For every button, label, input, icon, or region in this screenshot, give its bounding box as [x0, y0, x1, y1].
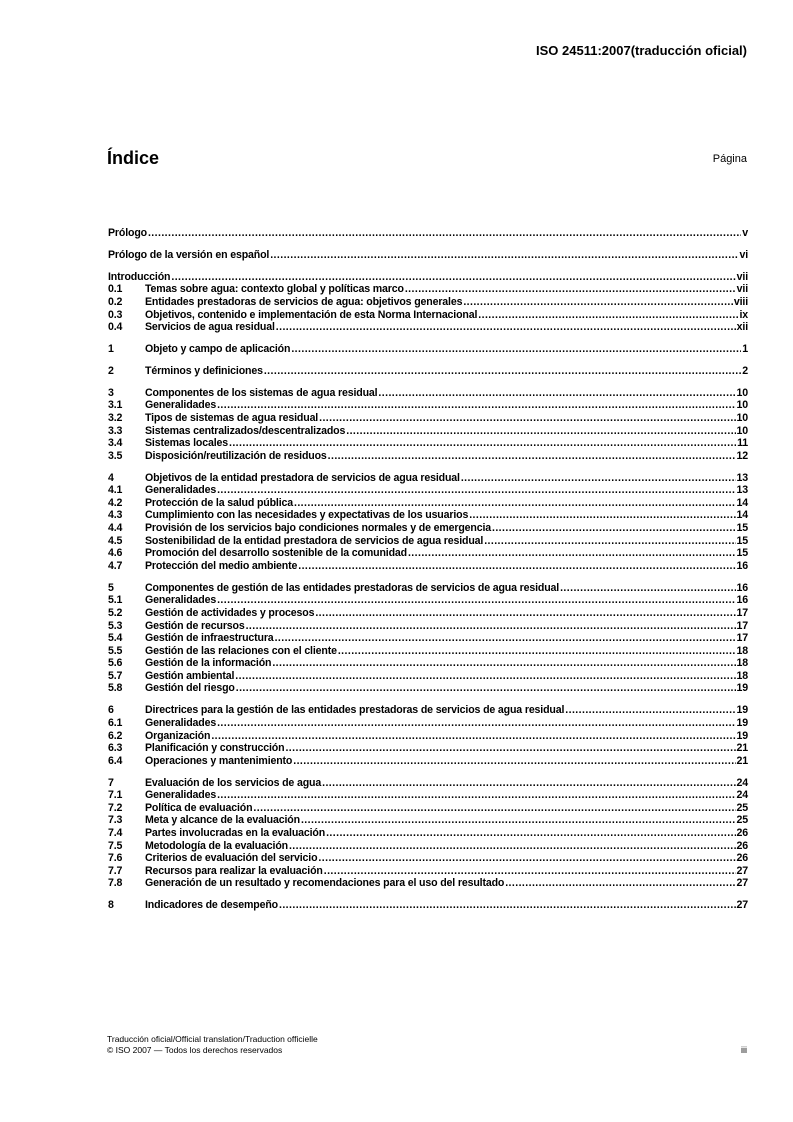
toc-entry[interactable] [108, 343, 748, 356]
toc-entry-page: 16 [736, 594, 748, 607]
toc-entry-page: 18 [736, 669, 748, 682]
toc-entry[interactable] [108, 814, 748, 827]
toc-entry-title: Temas sobre agua: contexto global y políticas marco [145, 283, 404, 296]
toc-entry[interactable] [108, 309, 748, 322]
toc-entry-title: Operaciones y mantenimiento [145, 754, 293, 767]
toc-entry[interactable] [108, 425, 748, 438]
dot-leader [275, 632, 736, 645]
toc-entry-title: Criterios de evaluación del servicio [145, 852, 318, 865]
toc-entry-number: 0.1 [108, 283, 123, 296]
toc-entry-page: xii [736, 321, 748, 334]
toc-entry-number: 3.5 [108, 449, 123, 462]
toc-entry-number: 5.6 [108, 657, 123, 670]
toc-group [108, 899, 748, 912]
footer-translation-note: Traducción oficial/Official translation/Traduction officielle [107, 1034, 318, 1044]
dot-leader [217, 717, 735, 730]
toc-entry-title: Cumplimiento con las necesidades y expectativas de los usuarios [145, 509, 469, 522]
dot-leader [148, 227, 741, 240]
toc-entry[interactable] [108, 271, 748, 284]
toc-entry-page: 10 [736, 412, 748, 425]
toc-entry-title: Generalidades [145, 789, 217, 802]
toc-entry-page: viii [733, 295, 748, 308]
toc-entry-page: 27 [736, 864, 748, 877]
dot-leader [301, 814, 736, 827]
toc-entry-number: 5.7 [108, 669, 123, 682]
toc-entry-page: 24 [736, 776, 748, 789]
toc-entry-page: 26 [736, 839, 748, 852]
toc-entry-title: Gestión de las relaciones con el cliente [145, 644, 337, 657]
dot-leader [461, 472, 736, 485]
toc-entry-title: Gestión de la información [145, 657, 272, 670]
table-of-contents [108, 227, 748, 921]
toc-group [108, 249, 748, 262]
toc-entry-page: vii [736, 283, 748, 296]
toc-entry-number: 6.3 [108, 742, 123, 755]
toc-group [108, 271, 748, 334]
toc-group [108, 777, 748, 890]
toc-group [108, 704, 748, 767]
toc-entry-page: 19 [736, 716, 748, 729]
toc-entry-title: Objetivos, contenido e implementación de esta Norma Internacional [145, 308, 478, 321]
toc-entry-number: 7.8 [108, 877, 123, 890]
toc-entry[interactable] [108, 645, 748, 658]
toc-entry-title: Protección del medio ambiente [145, 559, 298, 572]
dot-leader [378, 387, 735, 400]
dot-leader [272, 657, 735, 670]
dot-leader [408, 547, 736, 560]
page-number: iii [741, 1045, 747, 1055]
toc-entry-number: 7.6 [108, 852, 123, 865]
toc-entry-title: Disposición/reutilización de residuos [145, 449, 327, 462]
toc-entry-page: 13 [736, 471, 748, 484]
toc-entry[interactable] [108, 387, 748, 400]
toc-entry-number: 7.1 [108, 789, 123, 802]
dot-leader [246, 620, 736, 633]
toc-entry-page: 26 [736, 827, 748, 840]
toc-entry-number: 4.7 [108, 559, 123, 572]
toc-entry-title: Recursos para realizar la evaluación [145, 864, 323, 877]
toc-entry[interactable] [108, 899, 748, 912]
toc-entry-number: 3 [108, 386, 114, 399]
toc-entry-page: 18 [736, 644, 748, 657]
toc-entry-number: 4.1 [108, 484, 123, 497]
toc-entry-page: 10 [736, 399, 748, 412]
dot-leader [469, 509, 735, 522]
toc-entry-number: 4.2 [108, 496, 123, 509]
dot-leader [235, 670, 735, 683]
toc-entry-page: 26 [736, 852, 748, 865]
toc-entry-title: Generalidades [145, 399, 217, 412]
toc-entry-title: Sistemas locales [145, 437, 228, 450]
toc-entry[interactable] [108, 227, 748, 240]
dot-leader [294, 497, 736, 510]
dot-leader [217, 594, 735, 607]
toc-entry[interactable] [108, 802, 748, 815]
dot-leader [276, 321, 736, 334]
toc-entry-page: 16 [736, 559, 748, 572]
toc-entry-number: 0.2 [108, 295, 123, 308]
dot-leader [338, 645, 736, 658]
dot-leader [318, 852, 735, 865]
toc-entry-page: 25 [736, 801, 748, 814]
toc-entry[interactable] [108, 365, 748, 378]
toc-entry-title: Gestión de actividades y procesos [145, 606, 315, 619]
dot-leader [264, 365, 741, 378]
toc-entry-number: 7.2 [108, 801, 123, 814]
toc-entry-page: 17 [736, 632, 748, 645]
toc-group [108, 365, 748, 378]
toc-entry-page: 21 [736, 742, 748, 755]
toc-group [108, 472, 748, 573]
toc-entry-page: 14 [736, 496, 748, 509]
toc-entry-title: Prólogo [108, 227, 147, 239]
toc-entry-title: Indicadores de desempeño [145, 899, 278, 912]
page-column-label: Página [712, 153, 747, 165]
toc-entry-number: 3.1 [108, 399, 123, 412]
toc-entry-number: 4.6 [108, 547, 123, 560]
toc-entry-number: 7.4 [108, 827, 123, 840]
dot-leader [560, 582, 735, 595]
toc-entry-title: Sistemas centralizados/descentralizados [145, 424, 346, 437]
toc-entry-number: 5.8 [108, 682, 123, 695]
toc-entry-page: 10 [736, 386, 748, 399]
dot-leader [328, 450, 736, 463]
toc-entry-number: 5.3 [108, 619, 123, 632]
toc-entry-page: 13 [736, 484, 748, 497]
toc-entry-number: 7.5 [108, 839, 123, 852]
toc-entry-page: 16 [736, 581, 748, 594]
toc-entry-title: Componentes de los sistemas de agua residual [145, 386, 378, 399]
toc-entry[interactable] [108, 450, 748, 463]
toc-entry[interactable] [108, 852, 748, 865]
toc-entry[interactable] [108, 484, 748, 497]
dot-leader [484, 535, 735, 548]
toc-entry-page: 2 [742, 364, 748, 377]
toc-entry-number: 3.4 [108, 437, 123, 450]
dot-leader [346, 425, 735, 438]
toc-entry-page: 18 [736, 657, 748, 670]
toc-entry-title: Objetivos de la entidad prestadora de servicios de agua residual [145, 471, 460, 484]
toc-entry-page: 1 [742, 343, 748, 356]
dot-leader [291, 343, 741, 356]
toc-entry-number: 5.1 [108, 594, 123, 607]
toc-entry-page: 27 [736, 877, 748, 890]
toc-entry[interactable] [108, 632, 748, 645]
toc-entry-title: Política de evaluación [145, 801, 253, 814]
toc-entry-number: 5.5 [108, 644, 123, 657]
toc-entry-title: Gestión de infraestructura [145, 632, 274, 645]
toc-entry-title: Generalidades [145, 484, 217, 497]
dot-leader [405, 283, 736, 296]
toc-entry-title: Metodología de la evaluación [145, 839, 288, 852]
toc-entry-page: 25 [736, 814, 748, 827]
toc-entry-number: 6.2 [108, 729, 123, 742]
toc-entry[interactable] [108, 827, 748, 840]
document-header: ISO 24511:2007(traducción oficial) [536, 43, 747, 58]
toc-entry[interactable] [108, 321, 748, 334]
dot-leader [229, 437, 736, 450]
toc-entry-title: Meta y alcance de la evaluación [145, 814, 300, 827]
toc-entry[interactable] [108, 865, 748, 878]
toc-entry-number: 8 [108, 899, 114, 912]
dot-leader [217, 399, 735, 412]
toc-entry-title: Organización [145, 729, 211, 742]
toc-entry[interactable] [108, 717, 748, 730]
toc-entry-title: Provisión de los servicios bajo condiciones normales y de emergencia [145, 522, 491, 535]
toc-entry-title: Generación de un resultado y recomendaciones para el uso del resultado [145, 877, 505, 890]
toc-entry-page: 10 [736, 424, 748, 437]
toc-entry-title: Evaluación de los servicios de agua [145, 776, 322, 789]
dot-leader [315, 607, 735, 620]
toc-entry-number: 1 [108, 343, 114, 356]
dot-leader [463, 296, 733, 309]
toc-entry[interactable] [108, 412, 748, 425]
dot-leader [211, 730, 735, 743]
dot-leader [217, 789, 735, 802]
dot-leader [279, 899, 736, 912]
toc-entry-page: v [742, 227, 748, 239]
toc-entry-number: 7 [108, 776, 114, 789]
toc-entry-title: Generalidades [145, 594, 217, 607]
toc-entry[interactable] [108, 594, 748, 607]
toc-entry-title: Componentes de gestión de las entidades prestadoras de servicios de agua residual [145, 581, 560, 594]
toc-entry-title: Promoción del desarrollo sostenible de la comunidad [145, 547, 407, 560]
toc-entry-title: Sostenibilidad de la entidad prestadora de servicios de agua residual [145, 534, 484, 547]
toc-entry[interactable] [108, 582, 748, 595]
dot-leader [270, 249, 738, 262]
footer [107, 1034, 318, 1056]
toc-entry-page: vii [736, 270, 748, 283]
dot-leader [322, 777, 735, 790]
toc-entry-number: 3.2 [108, 412, 123, 425]
toc-entry-number: 4.4 [108, 522, 123, 535]
toc-entry-page: vi [739, 248, 748, 261]
toc-entry-number: 7.3 [108, 814, 123, 827]
toc-group [108, 582, 748, 695]
toc-entry[interactable] [108, 742, 748, 755]
page-title: Índice [107, 148, 160, 168]
toc-entry-title: Tipos de sistemas de agua residual [145, 412, 319, 425]
toc-entry-page: 15 [736, 547, 748, 560]
toc-entry-number: 4 [108, 471, 114, 484]
toc-entry-title: Gestión del riesgo [145, 682, 235, 695]
toc-entry-number: 6.1 [108, 716, 123, 729]
toc-entry[interactable] [108, 755, 748, 768]
toc-entry[interactable] [108, 249, 748, 262]
dot-leader [171, 271, 735, 284]
toc-entry-title: Objeto y campo de aplicación [145, 343, 291, 356]
toc-entry-title: Servicios de agua residual [145, 321, 275, 334]
toc-entry[interactable] [108, 535, 748, 548]
dot-leader [478, 309, 738, 322]
toc-entry[interactable] [108, 497, 748, 510]
toc-entry-number: 0.4 [108, 321, 123, 334]
toc-entry-page: 11 [737, 437, 748, 450]
toc-entry-title: Gestión ambiental [145, 669, 235, 682]
toc-entry[interactable] [108, 730, 748, 743]
toc-entry-page: 21 [736, 754, 748, 767]
toc-entry-number: 4.3 [108, 509, 123, 522]
toc-entry-title: Protección de la salud pública [145, 496, 293, 509]
toc-entry-page: 14 [736, 509, 748, 522]
toc-entry[interactable] [108, 560, 748, 573]
toc-entry[interactable] [108, 682, 748, 695]
toc-entry[interactable] [108, 704, 748, 717]
toc-entry-page: 17 [736, 606, 748, 619]
toc-entry-title: Planificación y construcción [145, 742, 285, 755]
toc-entry-page: 15 [736, 522, 748, 535]
toc-entry-number: 3.3 [108, 424, 123, 437]
toc-entry-title: Directrices para la gestión de las entidades prestadoras de servicios de agua residual [145, 704, 565, 717]
toc-entry[interactable] [108, 670, 748, 683]
toc-entry[interactable] [108, 509, 748, 522]
toc-entry-number: 2 [108, 364, 114, 377]
toc-entry-number: 7.7 [108, 864, 123, 877]
toc-group [108, 387, 748, 463]
toc-entry[interactable] [108, 547, 748, 560]
toc-entry[interactable] [108, 399, 748, 412]
toc-entry-number: 6.4 [108, 754, 123, 767]
toc-entry-page: 19 [736, 682, 748, 695]
toc-entry-number: 4.5 [108, 534, 123, 547]
dot-leader [293, 755, 735, 768]
dot-leader [492, 522, 736, 535]
footer-copyright: © ISO 2007 — Todos los derechos reservados [107, 1045, 283, 1055]
toc-entry-number: 6 [108, 704, 114, 717]
toc-entry[interactable] [108, 296, 748, 309]
toc-entry[interactable] [108, 840, 748, 853]
dot-leader [253, 802, 735, 815]
toc-entry-title: Generalidades [145, 716, 217, 729]
dot-leader [505, 877, 735, 890]
toc-entry[interactable] [108, 777, 748, 790]
toc-entry-title: Términos y definiciones [145, 364, 263, 377]
toc-entry-title: Introducción [108, 270, 171, 283]
toc-entry-title: Prólogo de la versión en español [108, 248, 270, 261]
toc-entry-page: 17 [736, 619, 748, 632]
toc-entry-number: 0.3 [108, 308, 123, 321]
toc-entry[interactable] [108, 657, 748, 670]
dot-leader [565, 704, 735, 717]
toc-entry[interactable] [108, 437, 748, 450]
toc-entry-page: 24 [736, 789, 748, 802]
toc-entry-number: 5.2 [108, 606, 123, 619]
toc-entry[interactable] [108, 620, 748, 633]
toc-entry-page: 15 [736, 534, 748, 547]
toc-entry-page: ix [739, 308, 748, 321]
toc-entry[interactable] [108, 522, 748, 535]
dot-leader [285, 742, 735, 755]
dot-leader [298, 560, 735, 573]
toc-entry-title: Partes involucradas en la evaluación [145, 827, 326, 840]
toc-entry[interactable] [108, 877, 748, 890]
dot-leader [217, 484, 735, 497]
dot-leader [324, 865, 736, 878]
toc-entry-page: 12 [736, 449, 748, 462]
toc-entry-title: Gestión de recursos [145, 619, 245, 632]
toc-entry[interactable] [108, 283, 748, 296]
toc-entry-page: 19 [736, 704, 748, 717]
toc-entry[interactable] [108, 789, 748, 802]
toc-entry-number: 5.4 [108, 632, 123, 645]
toc-entry-number: 5 [108, 581, 114, 594]
toc-entry[interactable] [108, 472, 748, 485]
toc-entry[interactable] [108, 607, 748, 620]
toc-group [108, 343, 748, 356]
dot-leader [326, 827, 735, 840]
toc-entry-page: 19 [736, 729, 748, 742]
toc-entry-title: Entidades prestadoras de servicios de agua: objetivos generales [145, 295, 463, 308]
dot-leader [236, 682, 736, 695]
dot-leader [289, 840, 736, 853]
toc-entry-page: 27 [736, 899, 748, 912]
dot-leader [319, 412, 735, 425]
toc-group [108, 227, 748, 240]
